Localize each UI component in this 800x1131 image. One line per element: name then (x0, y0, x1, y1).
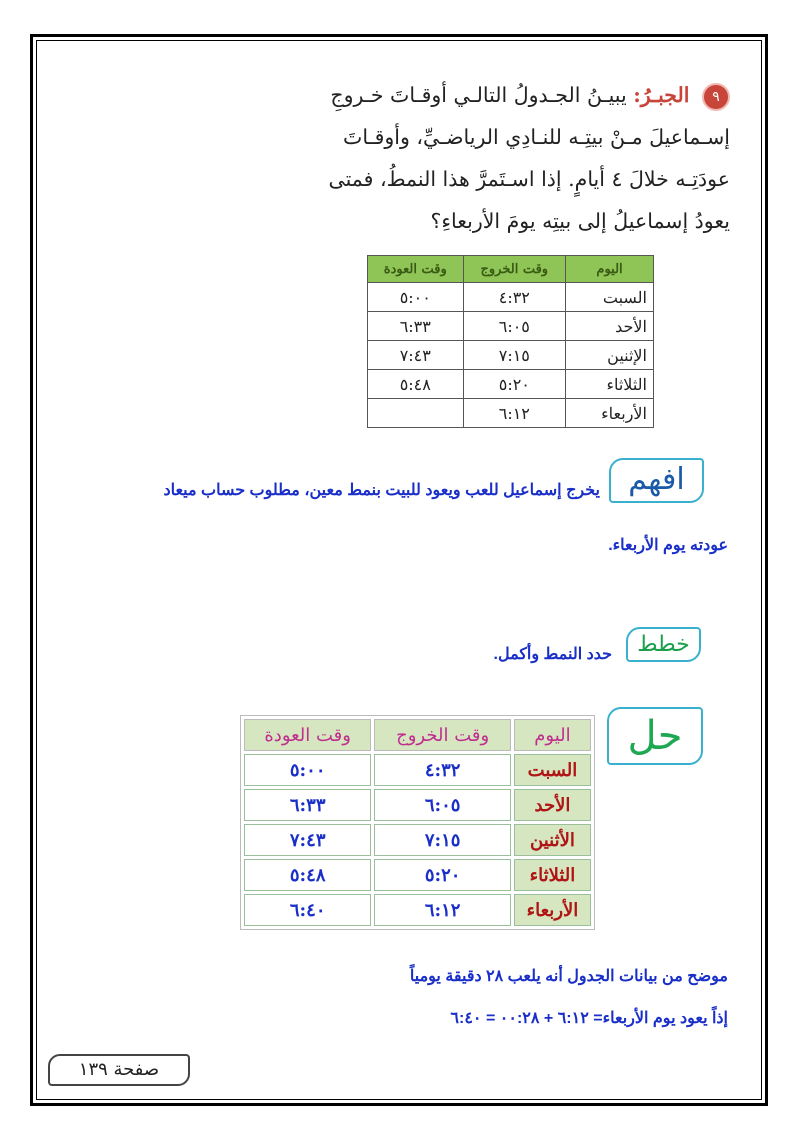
book-leave-cell: ٦:٠٥ (463, 312, 565, 341)
book-day-cell: السبت (566, 283, 654, 312)
book-leave-cell: ٤:٣٢ (463, 283, 565, 312)
solution-return-cell: ٦:٣٣ (244, 789, 371, 821)
table-row (368, 312, 654, 341)
solution-table-header-row (244, 719, 591, 751)
solution-leave-cell: ٦:١٢ (374, 894, 511, 926)
khatit-text: حدد النمط وأكمل. (493, 646, 612, 663)
solution-day-cell: الأحد (514, 789, 591, 821)
book-header-day: اليوم (566, 256, 654, 283)
book-day-cell: الإثنين (566, 341, 654, 370)
book-return-cell (368, 399, 464, 428)
book-leave-cell: ٥:٢٠ (463, 370, 565, 399)
book-header-leave: وقت الخروج (463, 256, 565, 283)
table-row (368, 370, 654, 399)
book-return-cell: ٥:٠٠ (368, 283, 464, 312)
solution-leave-cell: ٥:٢٠ (374, 859, 511, 891)
problem-number-badge: ٩ (702, 83, 730, 111)
afham-text-line-1: يخرج إسماعيل للعب ويعود للبيت بنمط معين، مطلوب حساب ميعاد (163, 482, 600, 499)
solution-table (240, 715, 595, 930)
table-row (244, 789, 591, 821)
hal-stamp: حل (607, 707, 703, 765)
table-row (244, 859, 591, 891)
problem-keyword: الجبـرُ: (633, 83, 690, 107)
table-row (368, 399, 654, 428)
book-return-cell: ٦:٣٣ (368, 312, 464, 341)
book-day-cell: الثلاثاء (566, 370, 654, 399)
book-leave-cell: ٧:١٥ (463, 341, 565, 370)
book-return-cell: ٥:٤٨ (368, 370, 464, 399)
book-return-cell: ٧:٤٣ (368, 341, 464, 370)
solution-return-cell: ٥:٤٨ (244, 859, 371, 891)
table-row (368, 283, 654, 312)
solution-day-cell: السبت (514, 754, 591, 786)
explanation-line-2: إذاً يعود يوم الأربعاء= ٦:١٢ + ٠٠:٢٨ = ٦:٤٠ (450, 1010, 728, 1027)
khatit-stamp: خطط (626, 627, 701, 662)
problem-text (290, 74, 730, 242)
table-row (244, 824, 591, 856)
problem-line-2: إسـماعيلَ مـنْ بيتِـه للنـادِي الرياضـيِّ، وأوقـاتَ (343, 125, 730, 149)
afham-stamp: افهم (609, 458, 704, 503)
solution-header-return: وقت العودة (244, 719, 371, 751)
solution-day-cell: الأثنين (514, 824, 591, 856)
afham-text-line-2: عودته يوم الأربعاء. (608, 537, 728, 554)
table-row (368, 341, 654, 370)
table-row (244, 894, 591, 926)
explanation-line-1: موضح من بيانات الجدول أنه يلعب ٢٨ دقيقة يومياً (409, 968, 728, 985)
book-leave-cell: ٦:١٢ (463, 399, 565, 428)
solution-leave-cell: ٧:١٥ (374, 824, 511, 856)
problem-line-3: عودَتِـه خلالَ ٤ أيامٍ. إذا اسـتَمرَّ هذا النمطُ، فمتى (328, 167, 730, 191)
problem-line-4: يعودُ إسماعيلُ إلى بيتِه يومَ الأربعاءِ؟ (430, 209, 730, 233)
solution-day-cell: الأربعاء (514, 894, 591, 926)
solution-leave-cell: ٦:٠٥ (374, 789, 511, 821)
book-header-return: وقت العودة (368, 256, 464, 283)
book-table-header-row (368, 256, 654, 283)
book-day-cell: الأربعاء (566, 399, 654, 428)
solution-return-cell: ٥:٠٠ (244, 754, 371, 786)
book-table (367, 255, 654, 428)
solution-leave-cell: ٤:٣٢ (374, 754, 511, 786)
solution-header-day: اليوم (514, 719, 591, 751)
table-row (244, 754, 591, 786)
page-number-label: صفحة ١٣٩ (48, 1054, 190, 1086)
solution-return-cell: ٦:٤٠ (244, 894, 371, 926)
solution-day-cell: الثلاثاء (514, 859, 591, 891)
problem-line-1 (290, 74, 730, 116)
solution-header-leave: وقت الخروج (374, 719, 511, 751)
book-day-cell: الأحد (566, 312, 654, 341)
solution-return-cell: ٧:٤٣ (244, 824, 371, 856)
problem-line-1-text: يبيـنُ الجـدولُ التالـي أوقـاتَ خـروجِ (330, 83, 627, 107)
